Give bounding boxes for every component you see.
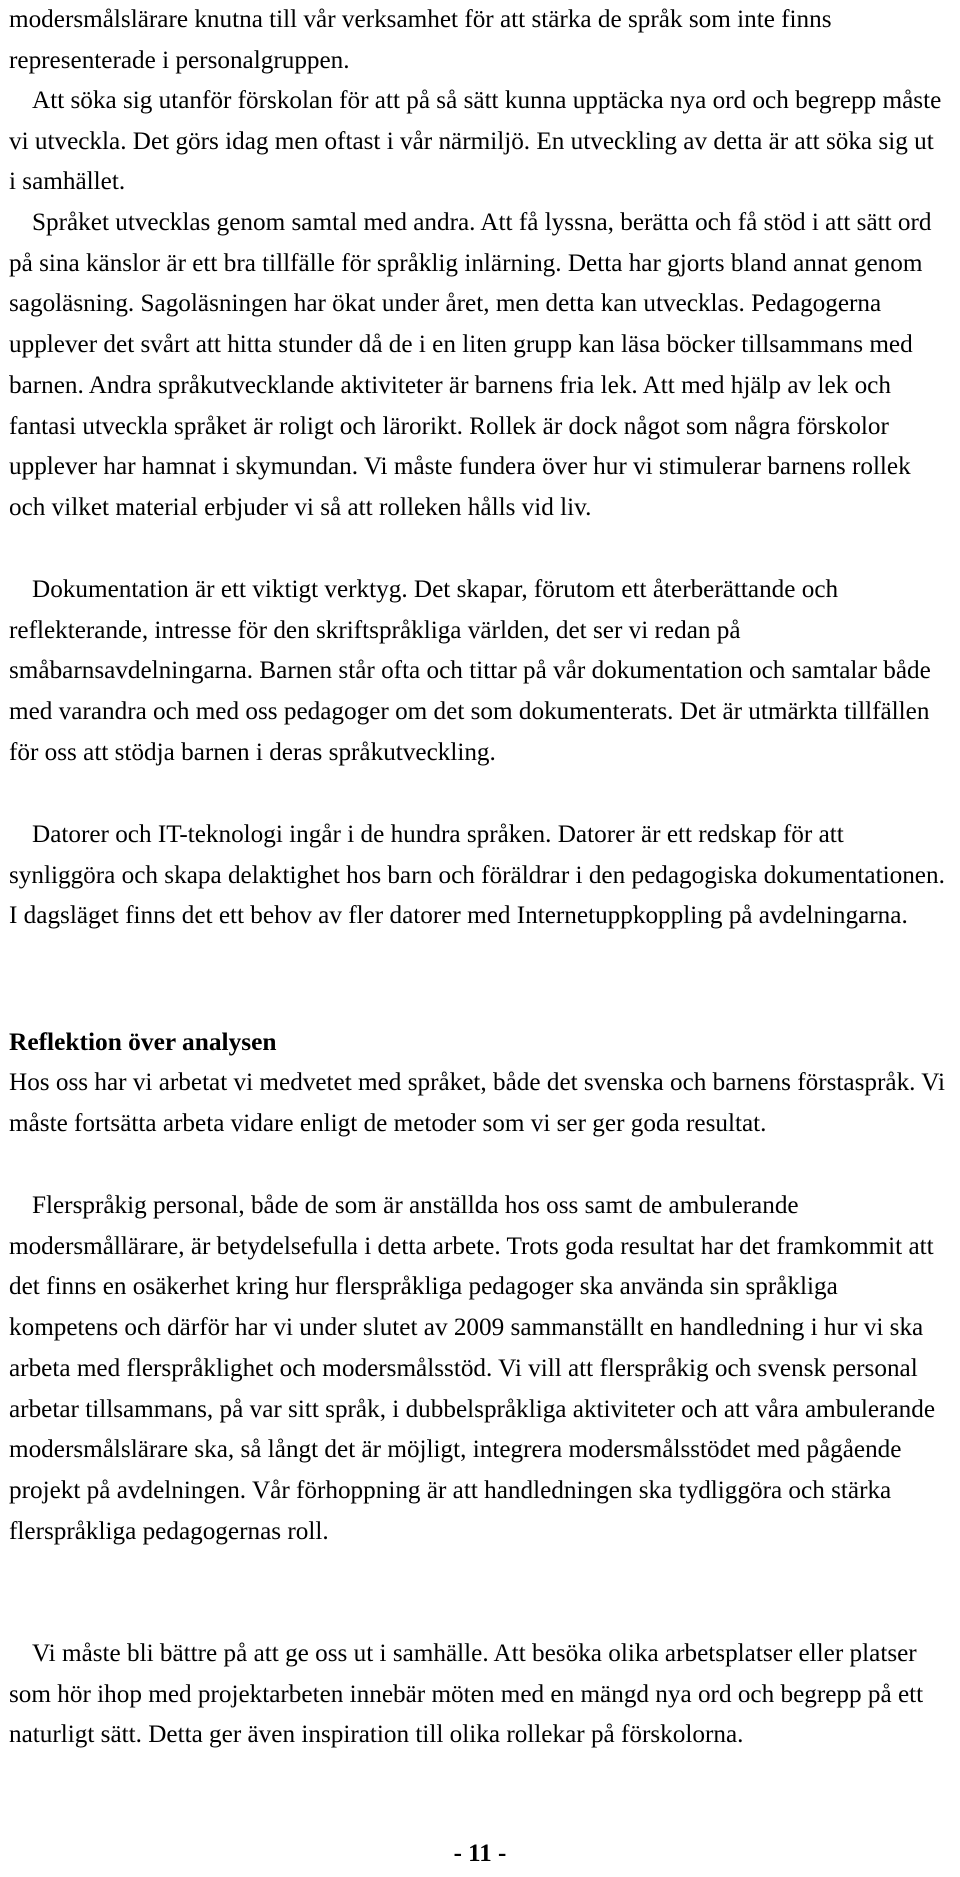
paragraph-society: Vi måste bli bättre på att ge oss ut i samhälle. Att besöka olika arbetsplatser eller platser som hör ihop med projektarbeten innebär möten med en mängd nya ord och begrepp på ett naturligt sätt. Detta ger även inspiration till olika rollekar på förskolorna.: [9, 1640, 924, 1749]
paragraph-documentation: Dokumentation är ett viktigt verktyg. Det skapar, förutom ett återberättande och reflekterande, intresse för den skriftspråkliga världen, det ser vi redan på småbarnsavdelningarna. Barnen står ofta och tittar på vår dokumentation och samtalar både med varandra och med oss pedagoger om det som dokumenterats. Det är utmärkta tillfällen för oss att stödja barnen i deras språkutveckling.: [9, 576, 931, 766]
paragraph-search-outside: Att söka sig utanför förskolan för att på så sätt kunna upptäcka nya ord och begrepp måste vi utveckla. Det görs idag men oftast i vår närmiljö. En utveckling av detta är att söka sig ut i samhället.: [9, 87, 942, 196]
paragraph-conversation: Språket utvecklas genom samtal med andra. Att få lyssna, berätta och få stöd i att sätt ord på sina känslor är ett bra tillfälle för språklig inlärning. Detta har gjorts bland annat genom sagoläsning. Sagoläsningen har ökat under året, men detta kan utvecklas. Pedagogerna upplever det svårt att hitta stunder då de i en liten grupp kan läsa böcker tillsammans med barnen. Andra språkutvecklande aktiviteter är barnens fria lek. Att med hjälp av lek och fantasi utveckla språket är roligt och lärorikt. Rollek är dock något som några förskolor upplever har hamnat i skymundan. Vi måste fundera över hur vi stimulerar barnens rollek och vilket material erbjuder vi så att rolleken hålls vid liv.: [9, 209, 932, 521]
paragraph-computers: Datorer och IT-teknologi ingår i de hundra språken. Datorer är ett redskap för att synliggöra och skapa delaktighet hos barn och föräldrar i den pedagogiska dokumentationen. I dagsläget finns det ett behov av fler datorer med Internetuppkoppling på avdelningarna.: [9, 821, 945, 930]
paragraph-reflection-intro: Hos oss har vi arbetat vi medvetet med språket, både det svenska och barnens förstaspråk. Vi måste fortsätta arbeta vidare enligt de metoder som vi ser ger goda resultat.: [9, 1069, 945, 1137]
paragraph-continuation: modersmålslärare knutna till vår verksamhet för att stärka de språk som inte finns representerade i personalgruppen.: [9, 6, 832, 74]
paragraph-multilingual-staff: Flerspråkig personal, både de som är anställda hos oss samt de ambulerande modersmållärare, är betydelsefulla i detta arbete. Trots goda resultat har det framkommit att det finns en osäkerhet kring hur flerspråkliga pedagoger ska använda sin språkliga kompetens och därför har vi under slutet av 2009 sammanställt en handledning i hur vi ska arbeta med flerspråklighet och modersmålsstöd. Vi vill att flerspråkig och svensk personal arbetar tillsammans, på var sitt språk, i dubbelspråkliga aktiviteter och att våra ambulerande modersmålslärare ska, så långt det är möjligt, integrera modersmålsstödet med pågående projekt på avdelningen. Vår förhoppning är att handledningen ska tydliggöra och stärka flerspråkliga pedagogernas roll.: [9, 1192, 936, 1545]
page-number: - 11 -: [453, 1840, 507, 1867]
section-heading: Reflektion över analysen: [9, 1028, 277, 1056]
